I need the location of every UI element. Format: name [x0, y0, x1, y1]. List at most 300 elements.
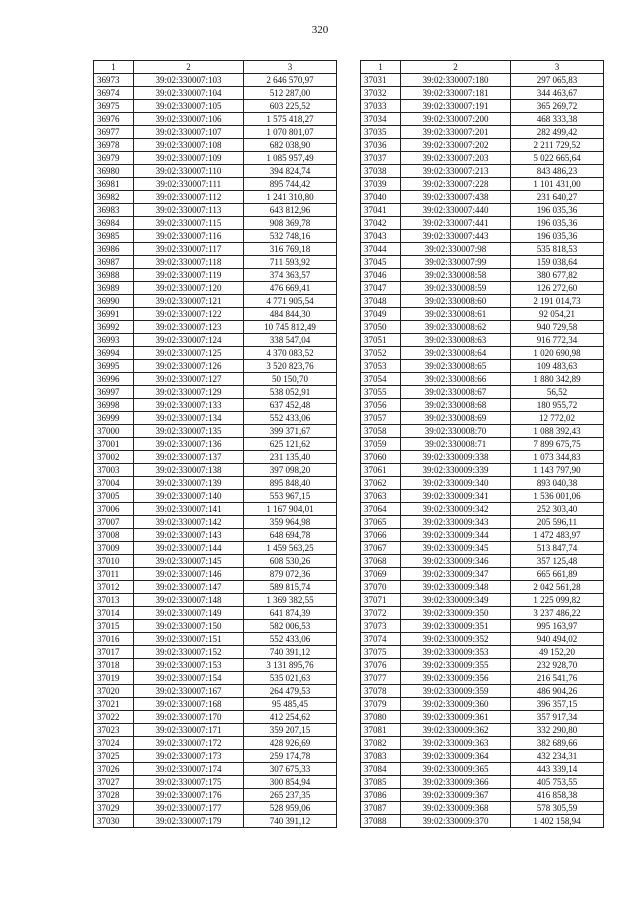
row-number: 37053: [361, 360, 401, 373]
row-number: 37078: [361, 685, 401, 698]
table-row: [94, 529, 337, 542]
cadastral-number: 39:02:330008:59: [401, 282, 511, 295]
cadastral-value: 338 547,04: [244, 334, 337, 347]
row-number: 37039: [361, 178, 401, 191]
row-number: 36979: [94, 152, 134, 165]
cadastral-number: 39:02:330007:129: [134, 386, 244, 399]
row-number: 37062: [361, 477, 401, 490]
table-row: [94, 204, 337, 217]
table-row: [94, 321, 337, 334]
table-row: [361, 659, 604, 672]
table-row: [361, 646, 604, 659]
cadastral-number: 39:02:330007:119: [134, 269, 244, 282]
cadastral-value: 513 847,74: [511, 542, 604, 555]
cadastral-value: 486 904,26: [511, 685, 604, 698]
row-number: 37000: [94, 425, 134, 438]
cadastral-value: 205 596,11: [511, 516, 604, 529]
table-row: [94, 113, 337, 126]
row-number: 36992: [94, 321, 134, 334]
table-row: [361, 802, 604, 815]
cadastral-value: 126 272,60: [511, 282, 604, 295]
cadastral-value: 5 022 665,64: [511, 152, 604, 165]
cadastral-value: 412 254,62: [244, 711, 337, 724]
row-number: 36995: [94, 360, 134, 373]
row-number: 36978: [94, 139, 134, 152]
cadastral-value: 416 858,38: [511, 789, 604, 802]
row-number: 37048: [361, 295, 401, 308]
table-row: [361, 347, 604, 360]
cadastral-value: 159 038,64: [511, 256, 604, 269]
cadastral-number: 39:02:330007:175: [134, 776, 244, 789]
table-row: [361, 607, 604, 620]
cadastral-number: 39:02:330008:66: [401, 373, 511, 386]
cadastral-value: 432 234,31: [511, 750, 604, 763]
table-row: [94, 74, 337, 87]
cadastral-number: 39:02:330007:122: [134, 308, 244, 321]
cadastral-value: 344 463,67: [511, 87, 604, 100]
cadastral-number: 39:02:330007:142: [134, 516, 244, 529]
row-number: 37025: [94, 750, 134, 763]
row-number: 36989: [94, 282, 134, 295]
cadastral-value: 4 771 905,54: [244, 295, 337, 308]
row-number: 36996: [94, 373, 134, 386]
cadastral-number: 39:02:330007:149: [134, 607, 244, 620]
table-row: [361, 412, 604, 425]
table-row: [94, 555, 337, 568]
row-number: 37022: [94, 711, 134, 724]
column-header-1: 1: [361, 61, 401, 74]
cadastral-value: 916 772,34: [511, 334, 604, 347]
row-number: 37011: [94, 568, 134, 581]
table-row: [361, 542, 604, 555]
cadastral-number: 39:02:330007:171: [134, 724, 244, 737]
table-row: [361, 698, 604, 711]
cadastral-number: 39:02:330007:125: [134, 347, 244, 360]
cadastral-value: 180 955,72: [511, 399, 604, 412]
cadastral-number: 39:02:330007:99: [401, 256, 511, 269]
row-number: 37085: [361, 776, 401, 789]
table-row: [361, 594, 604, 607]
cadastral-number: 39:02:330009:361: [401, 711, 511, 724]
cadastral-value: 56,52: [511, 386, 604, 399]
cadastral-number: 39:02:330007:153: [134, 659, 244, 672]
cadastral-number: 39:02:330007:201: [401, 126, 511, 139]
table-row: [361, 724, 604, 737]
cadastral-number: 39:02:330009:362: [401, 724, 511, 737]
cadastral-number: 39:02:330007:443: [401, 230, 511, 243]
cadastral-value: 50 150,70: [244, 373, 337, 386]
table-row: [361, 581, 604, 594]
row-number: 37004: [94, 477, 134, 490]
registry-table-left-body: [94, 74, 337, 828]
cadastral-value: 711 593,92: [244, 256, 337, 269]
cadastral-value: 12 772,02: [511, 412, 604, 425]
cadastral-number: 39:02:330009:356: [401, 672, 511, 685]
table-row: [94, 724, 337, 737]
table-row: [94, 750, 337, 763]
row-number: 37027: [94, 776, 134, 789]
cadastral-number: 39:02:330008:61: [401, 308, 511, 321]
row-number: 37049: [361, 308, 401, 321]
cadastral-number: 39:02:330007:105: [134, 100, 244, 113]
row-number: 37008: [94, 529, 134, 542]
table-row: [94, 594, 337, 607]
cadastral-value: 740 391,12: [244, 815, 337, 828]
cadastral-value: 608 530,26: [244, 555, 337, 568]
row-number: 37044: [361, 243, 401, 256]
row-number: 37055: [361, 386, 401, 399]
table-row: [94, 295, 337, 308]
table-row: [94, 360, 337, 373]
row-number: 36981: [94, 178, 134, 191]
table-row: [94, 269, 337, 282]
cadastral-number: 39:02:330007:113: [134, 204, 244, 217]
table-row: [94, 802, 337, 815]
table-row: [94, 516, 337, 529]
row-number: 37067: [361, 542, 401, 555]
row-number: 37066: [361, 529, 401, 542]
row-number: 37023: [94, 724, 134, 737]
table-row: [94, 373, 337, 386]
table-row: [361, 321, 604, 334]
cadastral-number: 39:02:330007:202: [401, 139, 511, 152]
table-row: [361, 763, 604, 776]
cadastral-value: 643 812,96: [244, 204, 337, 217]
cadastral-value: 1 143 797,90: [511, 464, 604, 477]
table-row: [94, 230, 337, 243]
cadastral-number: 39:02:330007:139: [134, 477, 244, 490]
row-number: 36993: [94, 334, 134, 347]
row-number: 37034: [361, 113, 401, 126]
row-number: 37040: [361, 191, 401, 204]
row-number: 37037: [361, 152, 401, 165]
table-row: [361, 269, 604, 282]
table-row: [361, 217, 604, 230]
cadastral-value: 282 499,42: [511, 126, 604, 139]
row-number: 37075: [361, 646, 401, 659]
cadastral-value: 307 675,33: [244, 763, 337, 776]
row-number: 36990: [94, 295, 134, 308]
row-number: 37018: [94, 659, 134, 672]
cadastral-number: 39:02:330009:349: [401, 594, 511, 607]
table-row: [361, 230, 604, 243]
row-number: 37043: [361, 230, 401, 243]
row-number: 37046: [361, 269, 401, 282]
row-number: 37017: [94, 646, 134, 659]
cadastral-number: 39:02:330008:69: [401, 412, 511, 425]
table-row: [94, 490, 337, 503]
registry-table-right: [360, 60, 604, 828]
cadastral-number: 39:02:330007:118: [134, 256, 244, 269]
row-number: 37035: [361, 126, 401, 139]
cadastral-value: 359 964,98: [244, 516, 337, 529]
cadastral-number: 39:02:330008:65: [401, 360, 511, 373]
cadastral-value: 2 211 729,52: [511, 139, 604, 152]
row-number: 37038: [361, 165, 401, 178]
cadastral-number: 39:02:330008:60: [401, 295, 511, 308]
cadastral-number: 39:02:330007:191: [401, 100, 511, 113]
row-number: 36986: [94, 243, 134, 256]
cadastral-value: 908 369,78: [244, 217, 337, 230]
cadastral-number: 39:02:330007:154: [134, 672, 244, 685]
cadastral-value: 1 167 904,01: [244, 503, 337, 516]
row-number: 37045: [361, 256, 401, 269]
row-number: 37041: [361, 204, 401, 217]
table-row: [94, 477, 337, 490]
cadastral-number: 39:02:330009:360: [401, 698, 511, 711]
row-number: 36997: [94, 386, 134, 399]
cadastral-value: 109 483,63: [511, 360, 604, 373]
cadastral-value: 1 472 483,97: [511, 529, 604, 542]
cadastral-value: 552 433,06: [244, 633, 337, 646]
row-number: 37058: [361, 425, 401, 438]
row-number: 36974: [94, 87, 134, 100]
cadastral-value: 3 520 823,76: [244, 360, 337, 373]
cadastral-value: 359 207,15: [244, 724, 337, 737]
row-number: 37033: [361, 100, 401, 113]
cadastral-value: 405 753,55: [511, 776, 604, 789]
cadastral-value: 4 370 083,52: [244, 347, 337, 360]
cadastral-number: 39:02:330007:441: [401, 217, 511, 230]
table-row: [361, 789, 604, 802]
cadastral-number: 39:02:330009:340: [401, 477, 511, 490]
row-number: 36985: [94, 230, 134, 243]
cadastral-number: 39:02:330009:363: [401, 737, 511, 750]
cadastral-number: 39:02:330007:116: [134, 230, 244, 243]
cadastral-number: 39:02:330007:121: [134, 295, 244, 308]
table-row: [94, 581, 337, 594]
cadastral-number: 39:02:330007:136: [134, 438, 244, 451]
row-number: 37020: [94, 685, 134, 698]
cadastral-value: 1 241 310,80: [244, 191, 337, 204]
cadastral-number: 39:02:330009:353: [401, 646, 511, 659]
cadastral-number: 39:02:330007:147: [134, 581, 244, 594]
row-number: 37088: [361, 815, 401, 828]
table-row: [94, 386, 337, 399]
cadastral-value: 332 290,80: [511, 724, 604, 737]
table-row: [94, 620, 337, 633]
cadastral-value: 1 575 418,27: [244, 113, 337, 126]
cadastral-number: 39:02:330007:170: [134, 711, 244, 724]
cadastral-value: 879 072,36: [244, 568, 337, 581]
row-number: 37010: [94, 555, 134, 568]
row-number: 37082: [361, 737, 401, 750]
cadastral-number: 39:02:330008:58: [401, 269, 511, 282]
row-number: 36980: [94, 165, 134, 178]
table-row: [361, 425, 604, 438]
table-row: [94, 737, 337, 750]
table-row: [361, 113, 604, 126]
table-row: [94, 815, 337, 828]
cadastral-value: 940 494,02: [511, 633, 604, 646]
cadastral-value: 637 452,48: [244, 399, 337, 412]
table-row: [361, 178, 604, 191]
table-row: [361, 373, 604, 386]
cadastral-number: 39:02:330009:370: [401, 815, 511, 828]
cadastral-number: 39:02:330007:138: [134, 464, 244, 477]
cadastral-value: 578 305,59: [511, 802, 604, 815]
cadastral-number: 39:02:330008:64: [401, 347, 511, 360]
row-number: 37015: [94, 620, 134, 633]
cadastral-value: 535 021,63: [244, 672, 337, 685]
cadastral-number: 39:02:330007:203: [401, 152, 511, 165]
table-row: [361, 672, 604, 685]
cadastral-number: 39:02:330007:112: [134, 191, 244, 204]
column-header-3: 3: [511, 61, 604, 74]
cadastral-value: 1 536 001,06: [511, 490, 604, 503]
cadastral-value: 196 035,36: [511, 217, 604, 230]
row-number: 37016: [94, 633, 134, 646]
cadastral-value: 10 745 812,49: [244, 321, 337, 334]
cadastral-value: 476 669,41: [244, 282, 337, 295]
cadastral-value: 535 818,53: [511, 243, 604, 256]
row-number: 37073: [361, 620, 401, 633]
cadastral-value: 95 485,45: [244, 698, 337, 711]
row-number: 37026: [94, 763, 134, 776]
cadastral-number: 39:02:330009:342: [401, 503, 511, 516]
row-number: 37054: [361, 373, 401, 386]
row-number: 37059: [361, 438, 401, 451]
cadastral-value: 216 541,76: [511, 672, 604, 685]
table-row: [361, 87, 604, 100]
cadastral-number: 39:02:330007:111: [134, 178, 244, 191]
row-number: 37024: [94, 737, 134, 750]
cadastral-number: 39:02:330007:213: [401, 165, 511, 178]
table-row: [94, 685, 337, 698]
cadastral-value: 940 729,58: [511, 321, 604, 334]
cadastral-value: 1 020 690,98: [511, 347, 604, 360]
table-row: [94, 672, 337, 685]
table-row: [94, 776, 337, 789]
cadastral-number: 39:02:330007:173: [134, 750, 244, 763]
row-number: 37061: [361, 464, 401, 477]
row-number: 37076: [361, 659, 401, 672]
row-number: 36998: [94, 399, 134, 412]
cadastral-number: 39:02:330008:70: [401, 425, 511, 438]
table-row: [361, 503, 604, 516]
cadastral-number: 39:02:330009:348: [401, 581, 511, 594]
cadastral-number: 39:02:330007:135: [134, 425, 244, 438]
cadastral-value: 532 748,16: [244, 230, 337, 243]
cadastral-number: 39:02:330007:438: [401, 191, 511, 204]
cadastral-number: 39:02:330007:103: [134, 74, 244, 87]
cadastral-value: 49 152,20: [511, 646, 604, 659]
cadastral-value: 603 225,52: [244, 100, 337, 113]
row-number: 37065: [361, 516, 401, 529]
table-row: [361, 737, 604, 750]
row-number: 37080: [361, 711, 401, 724]
cadastral-number: 39:02:330009:347: [401, 568, 511, 581]
registry-table-right-body: [361, 74, 604, 828]
cadastral-value: 231 135,40: [244, 451, 337, 464]
cadastral-number: 39:02:330007:174: [134, 763, 244, 776]
table-row: [94, 256, 337, 269]
cadastral-number: 39:02:330009:367: [401, 789, 511, 802]
cadastral-number: 39:02:330007:106: [134, 113, 244, 126]
cadastral-value: 231 640,27: [511, 191, 604, 204]
row-number: 37002: [94, 451, 134, 464]
table-row: [94, 503, 337, 516]
table-row: [94, 464, 337, 477]
cadastral-number: 39:02:330008:62: [401, 321, 511, 334]
cadastral-number: 39:02:330007:151: [134, 633, 244, 646]
table-row: [94, 399, 337, 412]
cadastral-number: 39:02:330007:123: [134, 321, 244, 334]
cadastral-number: 39:02:330009:344: [401, 529, 511, 542]
row-number: 37007: [94, 516, 134, 529]
cadastral-number: 39:02:330007:146: [134, 568, 244, 581]
table-row: [94, 308, 337, 321]
table-row: [94, 282, 337, 295]
cadastral-value: 528 959,06: [244, 802, 337, 815]
row-number: 37012: [94, 581, 134, 594]
table-row: [94, 451, 337, 464]
cadastral-number: 39:02:330007:107: [134, 126, 244, 139]
row-number: 37005: [94, 490, 134, 503]
cadastral-number: 39:02:330007:181: [401, 87, 511, 100]
cadastral-number: 39:02:330007:168: [134, 698, 244, 711]
table-row: [94, 87, 337, 100]
cadastral-number: 39:02:330007:228: [401, 178, 511, 191]
row-number: 37032: [361, 87, 401, 100]
table-row: [361, 633, 604, 646]
cadastral-value: 196 035,36: [511, 230, 604, 243]
cadastral-value: 259 174,78: [244, 750, 337, 763]
cadastral-value: 553 967,15: [244, 490, 337, 503]
row-number: 37086: [361, 789, 401, 802]
cadastral-value: 443 339,14: [511, 763, 604, 776]
row-number: 37006: [94, 503, 134, 516]
cadastral-value: 3 131 895,76: [244, 659, 337, 672]
row-number: 37056: [361, 399, 401, 412]
cadastral-value: 1 088 392,43: [511, 425, 604, 438]
cadastral-number: 39:02:330009:359: [401, 685, 511, 698]
cadastral-number: 39:02:330007:110: [134, 165, 244, 178]
row-number: 36991: [94, 308, 134, 321]
cadastral-number: 39:02:330007:150: [134, 620, 244, 633]
row-number: 37003: [94, 464, 134, 477]
cadastral-value: 1 101 431,00: [511, 178, 604, 191]
row-number: 37074: [361, 633, 401, 646]
table-row: [361, 711, 604, 724]
cadastral-value: 995 163,97: [511, 620, 604, 633]
cadastral-number: 39:02:330007:179: [134, 815, 244, 828]
row-number: 37057: [361, 412, 401, 425]
cadastral-number: 39:02:330008:68: [401, 399, 511, 412]
cadastral-number: 39:02:330007:140: [134, 490, 244, 503]
table-row: [361, 399, 604, 412]
table-row: [361, 282, 604, 295]
row-number: 37031: [361, 74, 401, 87]
table-row: [361, 152, 604, 165]
cadastral-number: 39:02:330007:109: [134, 152, 244, 165]
cadastral-number: 39:02:330007:120: [134, 282, 244, 295]
cadastral-value: 641 874,39: [244, 607, 337, 620]
cadastral-value: 1 085 957,49: [244, 152, 337, 165]
table-row: [361, 490, 604, 503]
cadastral-value: 252 303,40: [511, 503, 604, 516]
cadastral-number: 39:02:330009:338: [401, 451, 511, 464]
row-number: 37071: [361, 594, 401, 607]
row-number: 36973: [94, 74, 134, 87]
cadastral-number: 39:02:330007:167: [134, 685, 244, 698]
table-row: [94, 139, 337, 152]
cadastral-value: 196 035,36: [511, 204, 604, 217]
table-row: [94, 698, 337, 711]
cadastral-number: 39:02:330007:177: [134, 802, 244, 815]
cadastral-number: 39:02:330007:143: [134, 529, 244, 542]
cadastral-number: 39:02:330008:71: [401, 438, 511, 451]
